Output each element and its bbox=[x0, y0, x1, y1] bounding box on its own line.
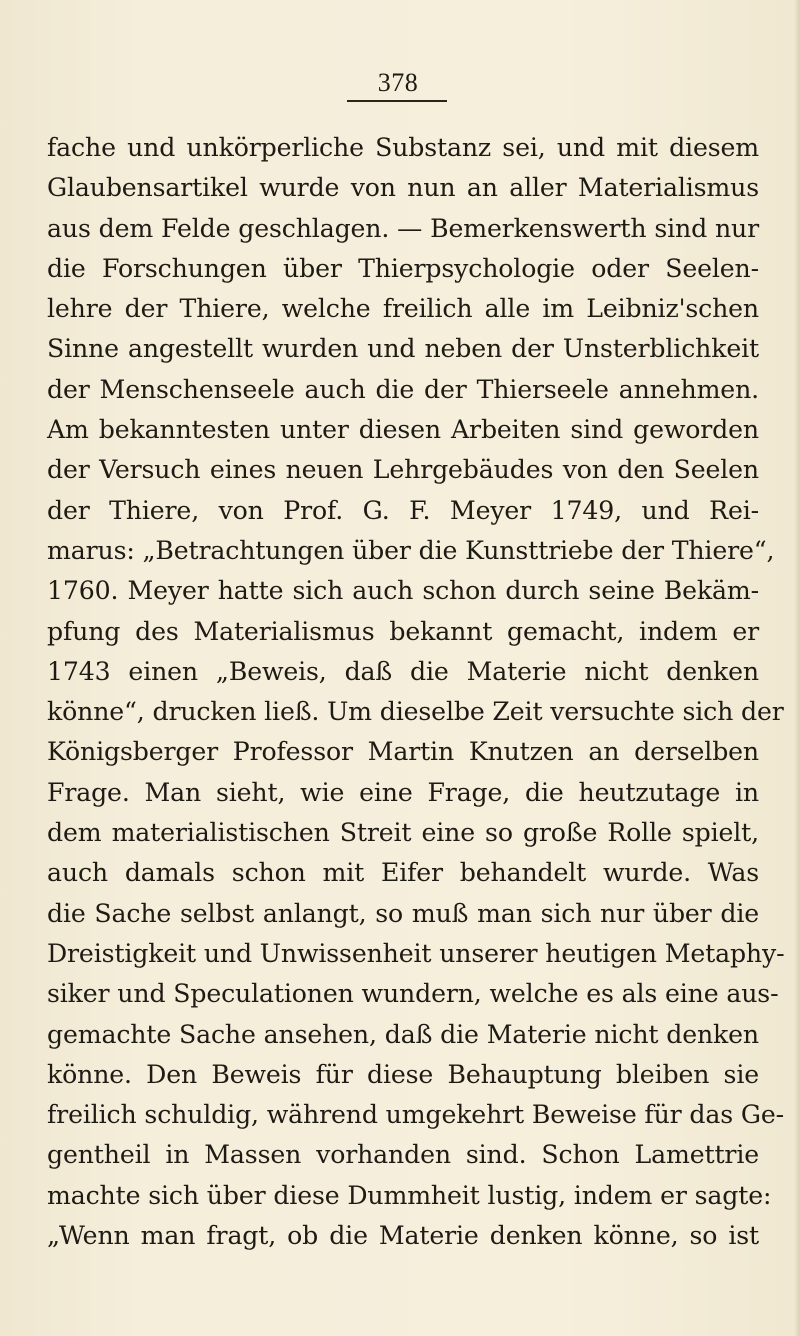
text-line: freilich schuldig, während umgekehrt Beweise für das Ge- bbox=[47, 1100, 784, 1130]
text-line: aus dem Felde geschlagen. — Bemerkenswerth sind nur bbox=[47, 213, 759, 243]
text-line: pfung des Materialismus bekannt gemacht, indem er bbox=[47, 616, 759, 646]
text-line: der Versuch eines neuen Lehrgebäudes von den Seelen bbox=[47, 455, 759, 485]
page-number: 378 bbox=[377, 68, 419, 97]
text-line: Glaubensartikel wurde von nun an aller Materialismus bbox=[47, 173, 759, 203]
text-line: 1760. Meyer hatte sich auch schon durch seine Bekäm- bbox=[47, 576, 759, 606]
text-line: 1743 einen „Beweis, daß die Materie nicht denken bbox=[47, 656, 759, 686]
text-line: die Forschungen über Thierpsychologie oder Seelen- bbox=[47, 253, 759, 283]
text-line: siker und Speculationen wundern, welche es als eine aus- bbox=[47, 979, 779, 1009]
text-line: Am bekanntesten unter diesen Arbeiten sind geworden bbox=[47, 415, 759, 445]
text-line: auch damals schon mit Eifer behandelt wurde. Was bbox=[47, 858, 759, 888]
text-line: könne. Den Beweis für diese Behauptung bleiben sie bbox=[47, 1059, 759, 1089]
page-edge-shadow bbox=[794, 0, 800, 1336]
text-line: gentheil in Massen vorhanden sind. Schon Lamettrie bbox=[47, 1140, 759, 1170]
text-line: dem materialistischen Streit eine so große Rolle spielt, bbox=[47, 818, 759, 848]
text-line: der Thiere, von Prof. G. F. Meyer 1749, und Rei- bbox=[47, 495, 759, 525]
text-line: Königsberger Professor Martin Knutzen an derselben bbox=[47, 737, 759, 767]
text-line: der Menschenseele auch die der Thierseele annehmen. bbox=[47, 374, 759, 404]
text-line: die Sache selbst anlangt, so muß man sich nur über die bbox=[47, 898, 759, 928]
text-line: Dreistigkeit und Unwissenheit unserer heutigen Metaphy- bbox=[47, 938, 785, 968]
text-line: lehre der Thiere, welche freilich alle im Leibniz'schen bbox=[47, 294, 759, 324]
text-line: „Wenn man fragt, ob die Materie denken könne, so ist bbox=[47, 1221, 759, 1251]
text-line: fache und unkörperliche Substanz sei, und mit diesem bbox=[47, 133, 759, 162]
header-rule bbox=[347, 100, 447, 102]
text-line: gemachte Sache ansehen, daß die Materie nicht denken bbox=[47, 1019, 759, 1049]
text-line: machte sich über diese Dummheit lustig, indem er sagte: bbox=[47, 1180, 772, 1210]
body-text bbox=[47, 128, 785, 1256]
text-line: Sinne angestellt wurden und neben der Unsterblichkeit bbox=[47, 334, 759, 364]
text-line: Frage. Man sieht, wie eine Frage, die heutzutage in bbox=[47, 777, 759, 807]
text-line: könne“, drucken ließ. Um dieselbe Zeit versuchte sich der bbox=[47, 697, 784, 727]
text-line: marus: „Betrachtungen über die Kunsttriebe der Thiere“, bbox=[47, 535, 775, 565]
